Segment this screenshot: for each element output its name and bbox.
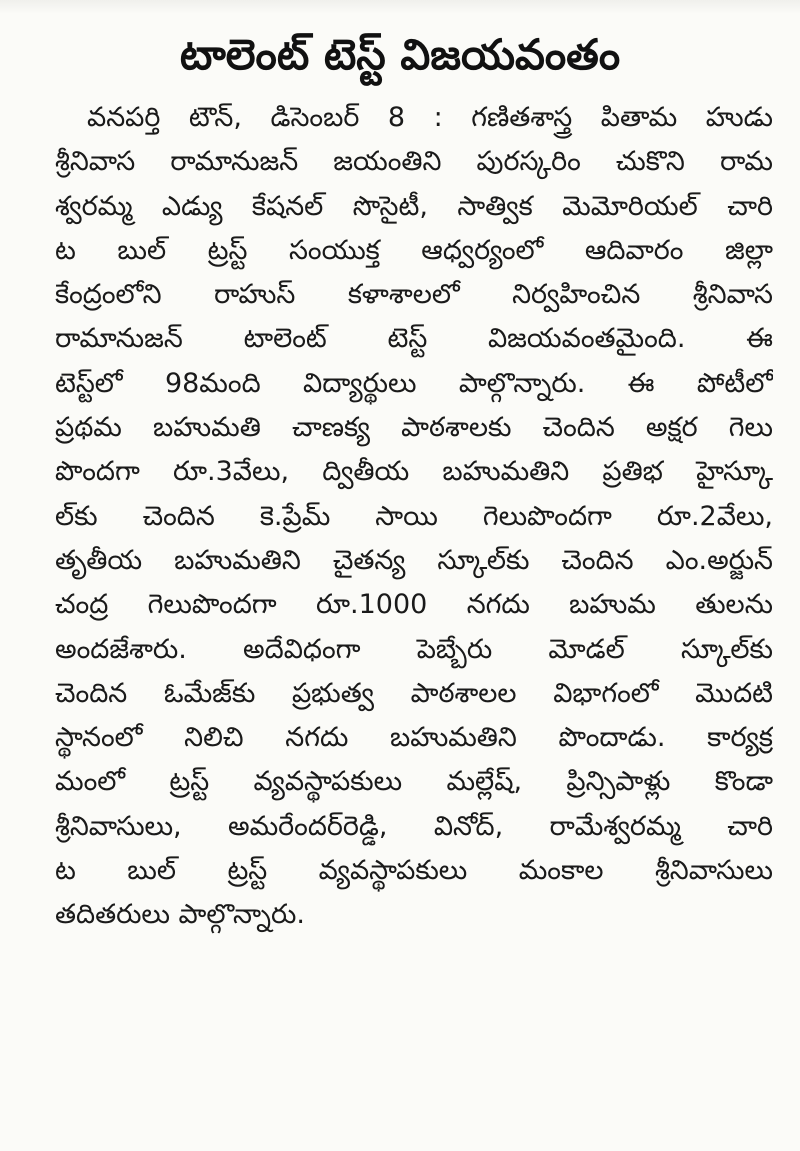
article-line: వనపర్తి టౌన్, డిసెంబర్ 8 : గణితశాస్త్ర పితామ హుడు [87, 102, 773, 133]
article-line: టెస్ట్‌లో 98మంది విద్యార్థులు పాల్గొన్నారు. ఈ పోటీలో [55, 367, 773, 399]
article-line: చంద్ర గెలుపొందగా రూ.1000 నగదు బహుమ తులను [55, 589, 773, 621]
article-line: పొందగా రూ.3వేలు, ద్వితీయ బహుమతిని ప్రతిభ హైస్కూ [55, 456, 773, 488]
article-line: ట బుల్ ట్రస్ట్ సంయుక్త ఆధ్వర్యంలో ఆదివారం జిల్లా [55, 234, 773, 266]
article-line-last: తదితరులు పాల్గొన్నారు. [55, 899, 305, 931]
article-line: రామానుజన్ టాలెంట్ టెస్ట్ విజయవంతమైంది. ఈ [55, 323, 773, 355]
article-line: స్థానంలో నిలిచి నగదు బహుమతిని పొందాడు. కార్యక్ర [55, 722, 773, 754]
article-line: తృతీయ బహుమతిని చైతన్య స్కూల్‌కు చెందిన ఎం.అర్జున్ [55, 544, 773, 576]
article-line: శ్రీనివాస రామానుజన్ జయంతిని పురస్కరిం చుకొని రామ [55, 146, 773, 178]
article-line: మంలో ట్రస్ట్ వ్యవస్థాపకులు మల్లేష్, ప్రిన్సిపాళ్లు కొండా [55, 766, 773, 798]
article-line: శ్రీనివాసులు, అమరేందర్‌రెడ్డి, వినోద్, రామేశ్వరమ్మ చారి [55, 810, 773, 842]
article-line: ప్రథమ బహుమతి చాణక్య పాఠశాలకు చెందిన అక్షర గెలు [55, 412, 773, 444]
article-line: కేంద్రంలోని రాహుస్ కళాశాలలో నిర్వహించిన శ్రీనివాస [55, 279, 773, 311]
article-line: ట బుల్ ట్రస్ట్ వ్యవస్థాపకులు మంకాల శ్రీనివాసులు [55, 855, 773, 887]
article-line: చెందిన ఓమేజ్‌కు ప్రభుత్వ పాఠశాలల విభాగంలో మొదటి [55, 677, 773, 709]
article-line: ల్‌కు చెందిన కె.ప్రేమ్ సాయి గెలుపొందగా రూ.2వేలు, [55, 500, 773, 532]
article-line: అందజేశారు. అదేవిధంగా పెబ్బేరు మోడల్ స్కూల్‌కు [55, 633, 773, 665]
headline: టాలెంట్ టెస్ట్ విజయవంతం [179, 30, 621, 79]
article-line: శ్వరమ్మ ఎడ్యు కేషనల్ సొసైటీ, సాత్విక మెమోరియల్ చారి [55, 190, 773, 222]
clipping-top-edge [0, 0, 800, 14]
article-body [55, 96, 773, 938]
